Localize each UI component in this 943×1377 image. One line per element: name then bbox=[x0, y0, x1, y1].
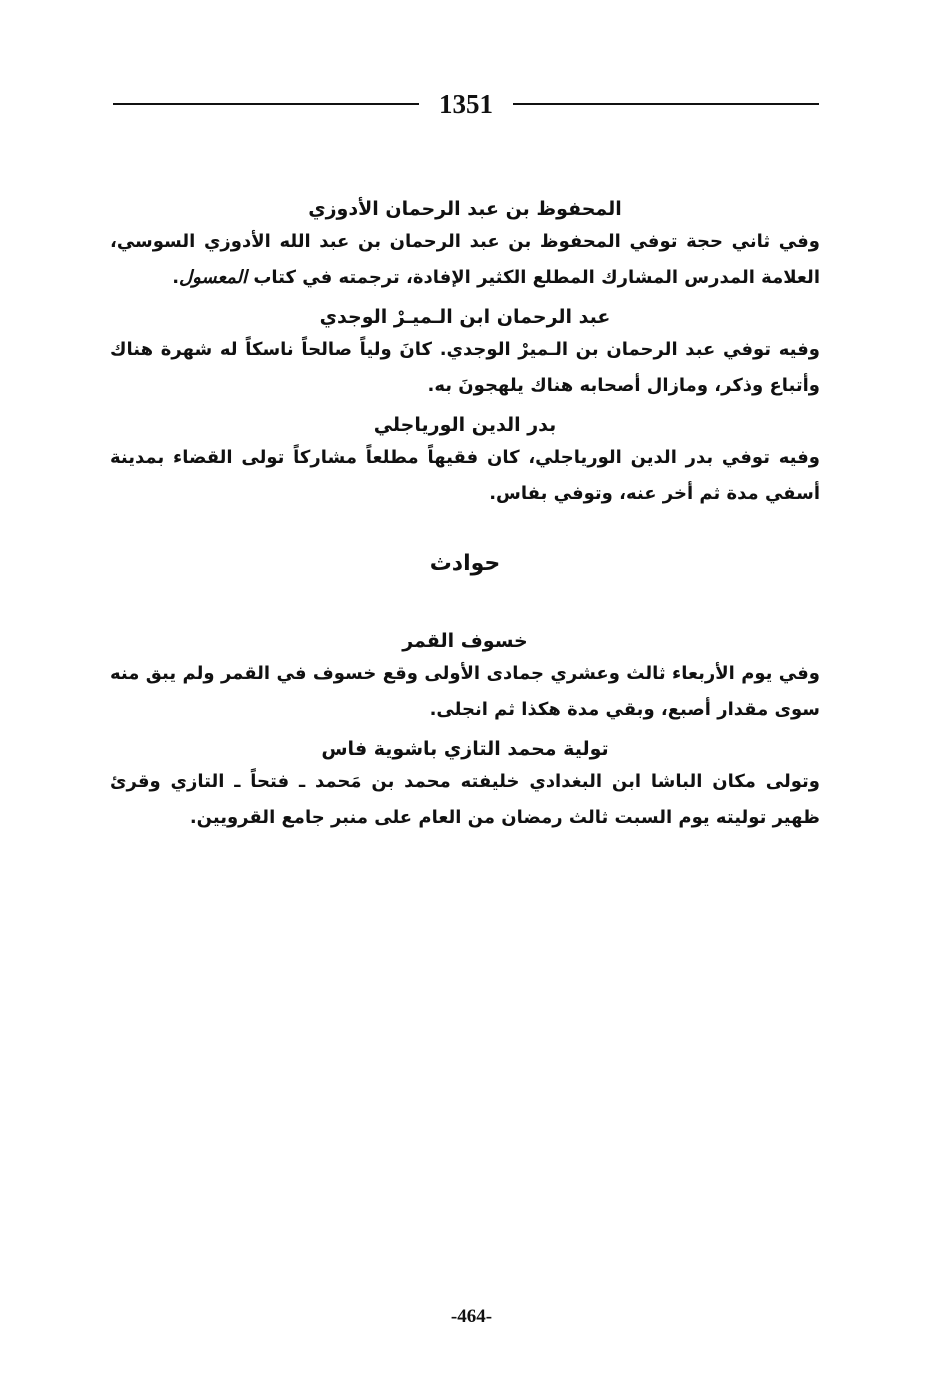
events-section-title: حوادث bbox=[429, 551, 501, 576]
book-title: المعسول bbox=[179, 267, 248, 288]
year-heading: 1351 bbox=[439, 89, 493, 119]
entry-text-end: . bbox=[172, 267, 180, 288]
header-rule-right bbox=[513, 103, 819, 105]
year-header bbox=[113, 84, 819, 124]
header-rule-left bbox=[113, 103, 419, 105]
entry-text: وفي ثاني حجة توفي المحفوظ بن عبد الرحمان بن عبد الله الأدوزي السوسي، العلامة المدرس المشارك المطلع الكثير الإفادة، ترجمته في كتاب bbox=[110, 231, 820, 288]
page-number: -464- bbox=[450, 1306, 493, 1327]
entry-paragraph: وفيه توفي عبد الرحمان بن الـميرْ الوجدي. كانَ ولياً صالحاً ناسكاً له شهرة هناك وأتباع وذكر، ومازال أصحابه هناك يلهجونَ به. bbox=[110, 339, 820, 396]
event-paragraph: وتولى مكان الباشا ابن البغدادي خليفته محمد بن مَحمد ـ فتحاً ـ التازي وقرئ ظهير توليته يوم السبت ثالث رمضان من العام على منبر جامع القرويين. bbox=[110, 771, 820, 828]
main-content bbox=[110, 194, 820, 842]
event-title: تولية محمد التازي باشوية فاس bbox=[321, 738, 609, 760]
entry-title: المحفوظ بن عبد الرحمان الأدوزي bbox=[308, 198, 622, 220]
entry-paragraph: وفيه توفي بدر الدين الورياجلي، كان فقيهاً مطلعاً مشاركاً تولى القضاء بمدينة أسفي مدة ثم أخر عنه، وتوفي بفاس. bbox=[110, 447, 820, 504]
event-title: خسوف القمر bbox=[402, 630, 528, 652]
entry-title: عبد الرحمان ابن الـميـرْ الوجدي bbox=[319, 306, 611, 328]
entry-paragraph bbox=[110, 224, 820, 296]
entry-title: بدر الدين الورياجلي bbox=[373, 414, 557, 436]
event-paragraph: وفي يوم الأربعاء ثالث وعشري جمادى الأولى وقع خسوف في القمر ولم يبق منه سوى مقدار أصبع، وبقي مدة هكذا ثم انجلى. bbox=[110, 663, 820, 720]
